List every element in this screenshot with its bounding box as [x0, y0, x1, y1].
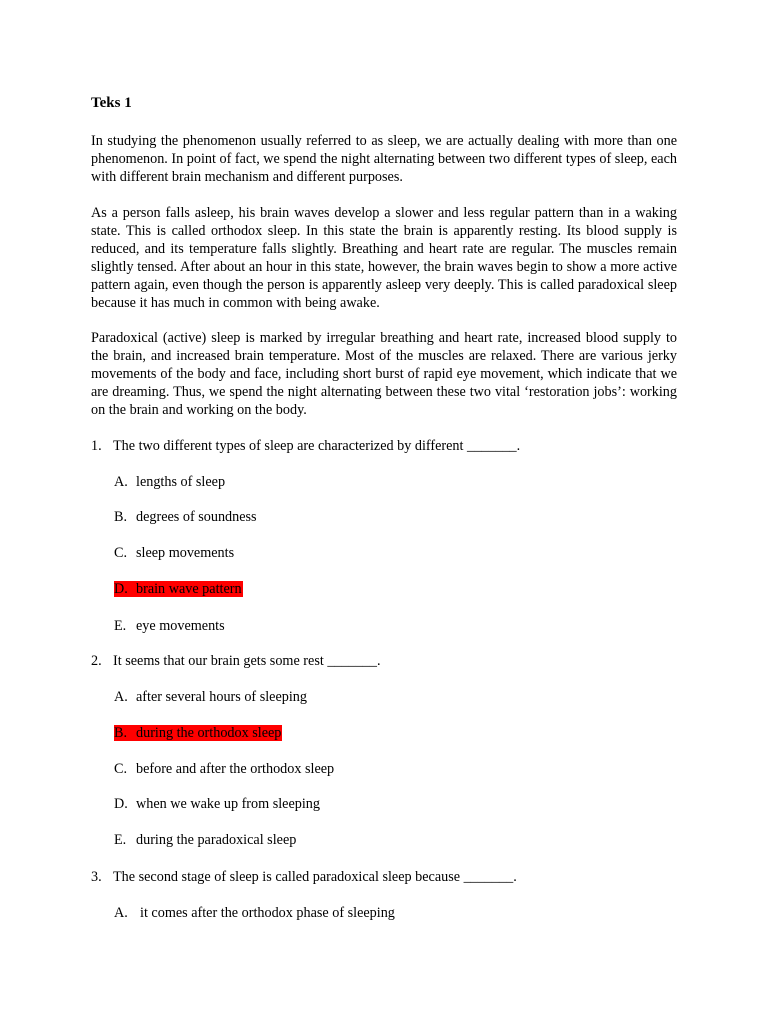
question-2-option-a	[114, 688, 307, 706]
option-text: when we wake up from sleeping	[136, 796, 320, 812]
question-2-option-d	[114, 795, 320, 813]
option-text: it comes after the orthodox phase of sleeping	[140, 905, 395, 921]
paragraph-1: In studying the phenomenon usually referred to as sleep, we are actually dealing with more than one phenomenon. In point of fact, we spend the night alternating between two different types of sleep, each with different brain mechanism and different purposes.	[91, 133, 677, 185]
option-letter: A.	[114, 474, 128, 490]
option-text: degrees of soundness	[136, 509, 257, 525]
question-number: 3.	[91, 869, 102, 885]
option-letter: E.	[114, 618, 127, 634]
option-letter: A.	[114, 905, 128, 921]
option-text: after several hours of sleeping	[136, 689, 307, 705]
question-1	[91, 437, 691, 455]
option-text: before and after the orthodox sleep	[136, 761, 335, 777]
question-text: The two different types of sleep are characterized by different _______.	[113, 438, 521, 454]
option-letter: C.	[114, 761, 128, 777]
option-text: during the paradoxical sleep	[136, 832, 297, 848]
option-letter: D.	[114, 581, 128, 597]
question-number: 2.	[91, 653, 102, 669]
question-3	[91, 868, 691, 886]
option-letter: B.	[114, 509, 128, 525]
question-2-option-e	[114, 831, 296, 849]
question-text: The second stage of sleep is called paradoxical sleep because _______.	[113, 869, 517, 885]
question-1-option-a	[114, 473, 225, 491]
option-letter: B.	[114, 725, 128, 741]
paragraph-3: Paradoxical (active) sleep is marked by irregular breathing and heart rate, increased blood supply to the brain, and increased brain temperature. Most of the muscles are relaxed. There are various jerky movements of the body and face, including short burst of rapid eye movement, which indicate that we are dreaming. Thus, we spend the night alternating between these two vital ‘restoration jobs’: working on the brain and working on the body.	[91, 330, 677, 418]
question-number: 1.	[91, 438, 102, 454]
question-text: It seems that our brain gets some rest _______.	[113, 653, 381, 669]
paragraph-2: As a person falls asleep, his brain waves develop a slower and less regular pattern than in a waking state. This is called orthodox sleep. In this state the brain is apparently resting. Its blood supply is reduced, and its temperature falls slightly. Breathing and heart rate are regular. The muscles remain slightly tensed. After about an hour in this state, however, the brain waves begin to show a more active pattern again, even though the person is apparently asleep very deeply. This is called paradoxical sleep because it has much in common with being awake.	[91, 205, 677, 311]
question-2-option-c	[114, 760, 334, 778]
answer-highlight	[114, 581, 243, 597]
option-letter: C.	[114, 545, 128, 561]
option-text: lengths of sleep	[136, 474, 226, 490]
answer-highlight	[114, 725, 282, 741]
question-1-option-b	[114, 508, 257, 526]
page-title: Teks 1	[91, 95, 132, 111]
question-2	[91, 652, 691, 670]
option-letter: A.	[114, 689, 128, 705]
option-letter: E.	[114, 832, 127, 848]
option-text: eye movements	[136, 618, 225, 634]
question-1-option-d	[114, 580, 243, 598]
question-1-option-e	[114, 617, 225, 635]
option-text: brain wave pattern	[136, 581, 242, 597]
option-letter: D.	[114, 796, 128, 812]
question-3-option-a	[114, 904, 395, 922]
option-text: sleep movements	[136, 545, 235, 561]
option-text: during the orthodox sleep	[136, 725, 282, 741]
question-2-option-b	[114, 724, 282, 742]
question-1-option-c	[114, 544, 234, 562]
